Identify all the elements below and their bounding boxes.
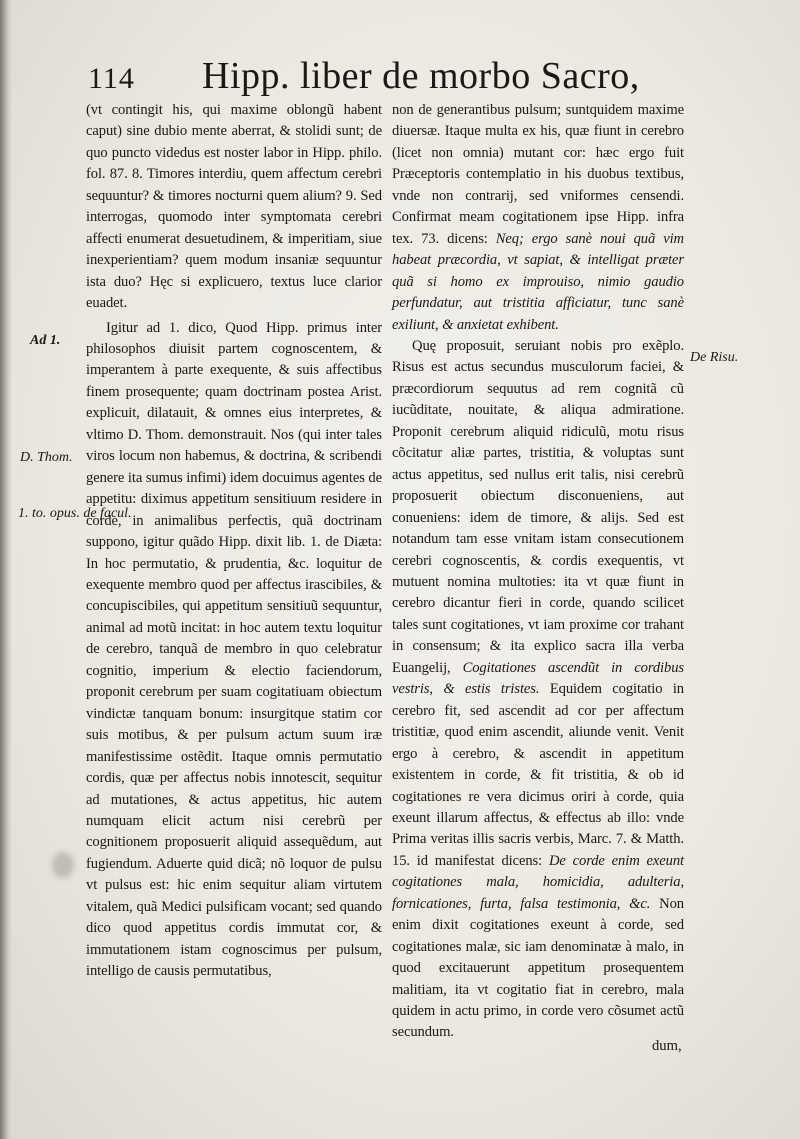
running-title: Hipp. liber de morbo Sacro, <box>202 55 640 97</box>
left-column <box>86 100 382 983</box>
margin-note-ad: Ad 1. <box>30 333 61 348</box>
page-binding-edge <box>0 0 12 1139</box>
quote-hippocrates: Neq; ergo sanè noui quã vim habeat præcordia, vt sapiat, & intelligat præter quã si homo ex improuiso, nimio gaudio perfundatur, aut tristitia afficiatur, tunc sanè exiliunt, & anxietat exhibent. <box>392 230 684 333</box>
right-paragraph-2 <box>392 336 684 1044</box>
quote-evangelium: Cogitationes ascendũt in cordibus vestris, & estis tristes. <box>392 659 684 698</box>
margin-note-opus: 1. to. opus. de facul. <box>18 506 132 521</box>
ink-smudge <box>52 852 74 878</box>
right-paragraph-1 <box>392 100 684 336</box>
margin-note-derisu: De Risu. <box>690 350 739 365</box>
right-text-1: non de generantibus pulsum; suntquidem maxime diuersæ. Itaque multa ex his, quæ fiunt in cerebro (licet non omnia) mutant cor: hæc ergo fuit Præceptoris contemplatio in his duobus textibus, vnde non contrarij, sed vniformes censendi. Confirmat meam cogitationem ipse Hipp. infra tex. 73. dicens: <box>392 102 684 247</box>
catchword: dum, <box>652 1038 682 1054</box>
left-paragraph-1: (vt contingit his, qui maxime oblongũ habent caput) sine dubio mente aberrat, & stolidi sunt; de quo puncto videdus est noster labor in Hipp. philo. fol. 87. 8. Timores interdiu, quem affectum cerebri sequuntur? & timores nocturni quem alium? 9. Sed interrogas, quomodo inter symptomata cerebri affecti enumerat desuetudinem, & imperitiam, siue inexperientiam? quem modum insaniæ sequuntur ista duo? Hęc si explicuero, textus luce clarior euadet. <box>86 102 382 312</box>
right-text-4: Non enim dixit cogitationes exeunt à corde, sed cogitationes malæ, sic iam denominatæ à malo, in quod excitauerunt appetitum prosequentem malitiam, ita vt cogitatio fiat in cerebro, mala quidem in actu primo, in corde vero cõsumet actũ secundum. <box>392 895 684 1041</box>
quote-marc-matth: De corde enim exeunt cogitationes mala, homicidia, adulteria, fornicationes, furta, falsa testimonia, &c. <box>392 852 684 912</box>
page-number: 114 <box>88 62 135 95</box>
right-column <box>392 100 684 1044</box>
margin-note-dthom: D. Thom. <box>20 450 73 465</box>
left-paragraph-2: Igitur ad 1. dico, Quod Hipp. primus inter philosophos diuisit partem cognoscentem, & imperantem à parte exequente, & suis affectibus finem prosequente; quam doctrinam postea Arist. explicuit, dilatauit, & omnes eius interpretes, & vltimo D. Thom. demonstrauit. Nos (qui inter tales viros locum non habemus, & doctrina, & scribendi genere ita sumus infimi) idem docuimus agentes de appetitu: diximus appetitum sensitiuum residere in corde, in animalibus perfectis, quã doctrinam suppono, igitur quãdo Hipp. dixit lib. 1. de Diæta: In hoc permutatio, & prudentia, &c. loquitur de exequente membro quod per affectus irascibiles, & concupiscibiles, qui appetitum sensitiuũ sequuntur, animal ad motũ incitat: in hoc autem textu loquitur de cerebro, tanquã de membro in quo celebratur cognitio, imperium & electio faciendorum, proponit cerebrum per suam cogitatiuam obiectum vindictæ tanquam bonum: insurgitque statim cor suis motibus, & per pulsum actum suum iræ manifestissime ostẽdit. Itaque omnis permutatio cordis, quæ per affectus nobis innotescit, sequitur ad mutationes, & actus appetitus, hic autem numquam elicit actum nisi cerebrũ per cognitionem proposuerit aliquid assequẽdum, aut fugiendum. Aduerte quid dicã; nõ loquor de pulsu vt pulsus est: hic enim sequitur aliam virtutem vitalem, quã Medici pulsificam vocant; sed quando dico quod appetitus cordis immutat cor, & immutationem istam cognoscimus per pulsum, intelligo de causis permutatibus, <box>86 319 382 980</box>
page-header <box>88 48 708 104</box>
right-text-3: Equidem cogitatio in cerebro fit, sed ascendit ad cor per affectum tristitiæ, quod enim ascendit, aliunde venit. Venit ergo à cerebro, & ascendit in appetitum existentem in corde, & fit tristitia, & ob id cogitationes re vera dicimus oriri à corde, quia exeunt illarum affectus, & effectus ab illo: vnde Prima veritas illis sacris verbis, Marc. 7. & Matth. 15. id manifestat dicens: <box>392 681 684 869</box>
right-text-2: Quę proposuit, seruiant nobis pro exẽplo. Risus est actus secundus musculorum faciei, & præcordiorum sequutus ad rem cognitã cũ iucũditate, nouitate, & aliqua admiratione. Proponit cerebrum aliquid ridiculũ, motu risus cõcitatur aliæ partes, tristitia, & voluptas sunt actus appetitus, sed nullus erit talis, nisi cerebrũ proposuerit obiectum disconueniens, aut conueniens: idem de timore, & alijs. Sed est notandum tam esse vnitam istam consecutionem cerebri cognoscentis, & cordis exequentis, vt mutuent nomina multoties: ita vt quæ fiunt in cerebro dicantur fieri in corde, quando scilicet tales sunt cogitationes, vt iam proxime cor trahant in consensum; & ita explico sacra illa verba Euangelij, <box>392 337 684 676</box>
